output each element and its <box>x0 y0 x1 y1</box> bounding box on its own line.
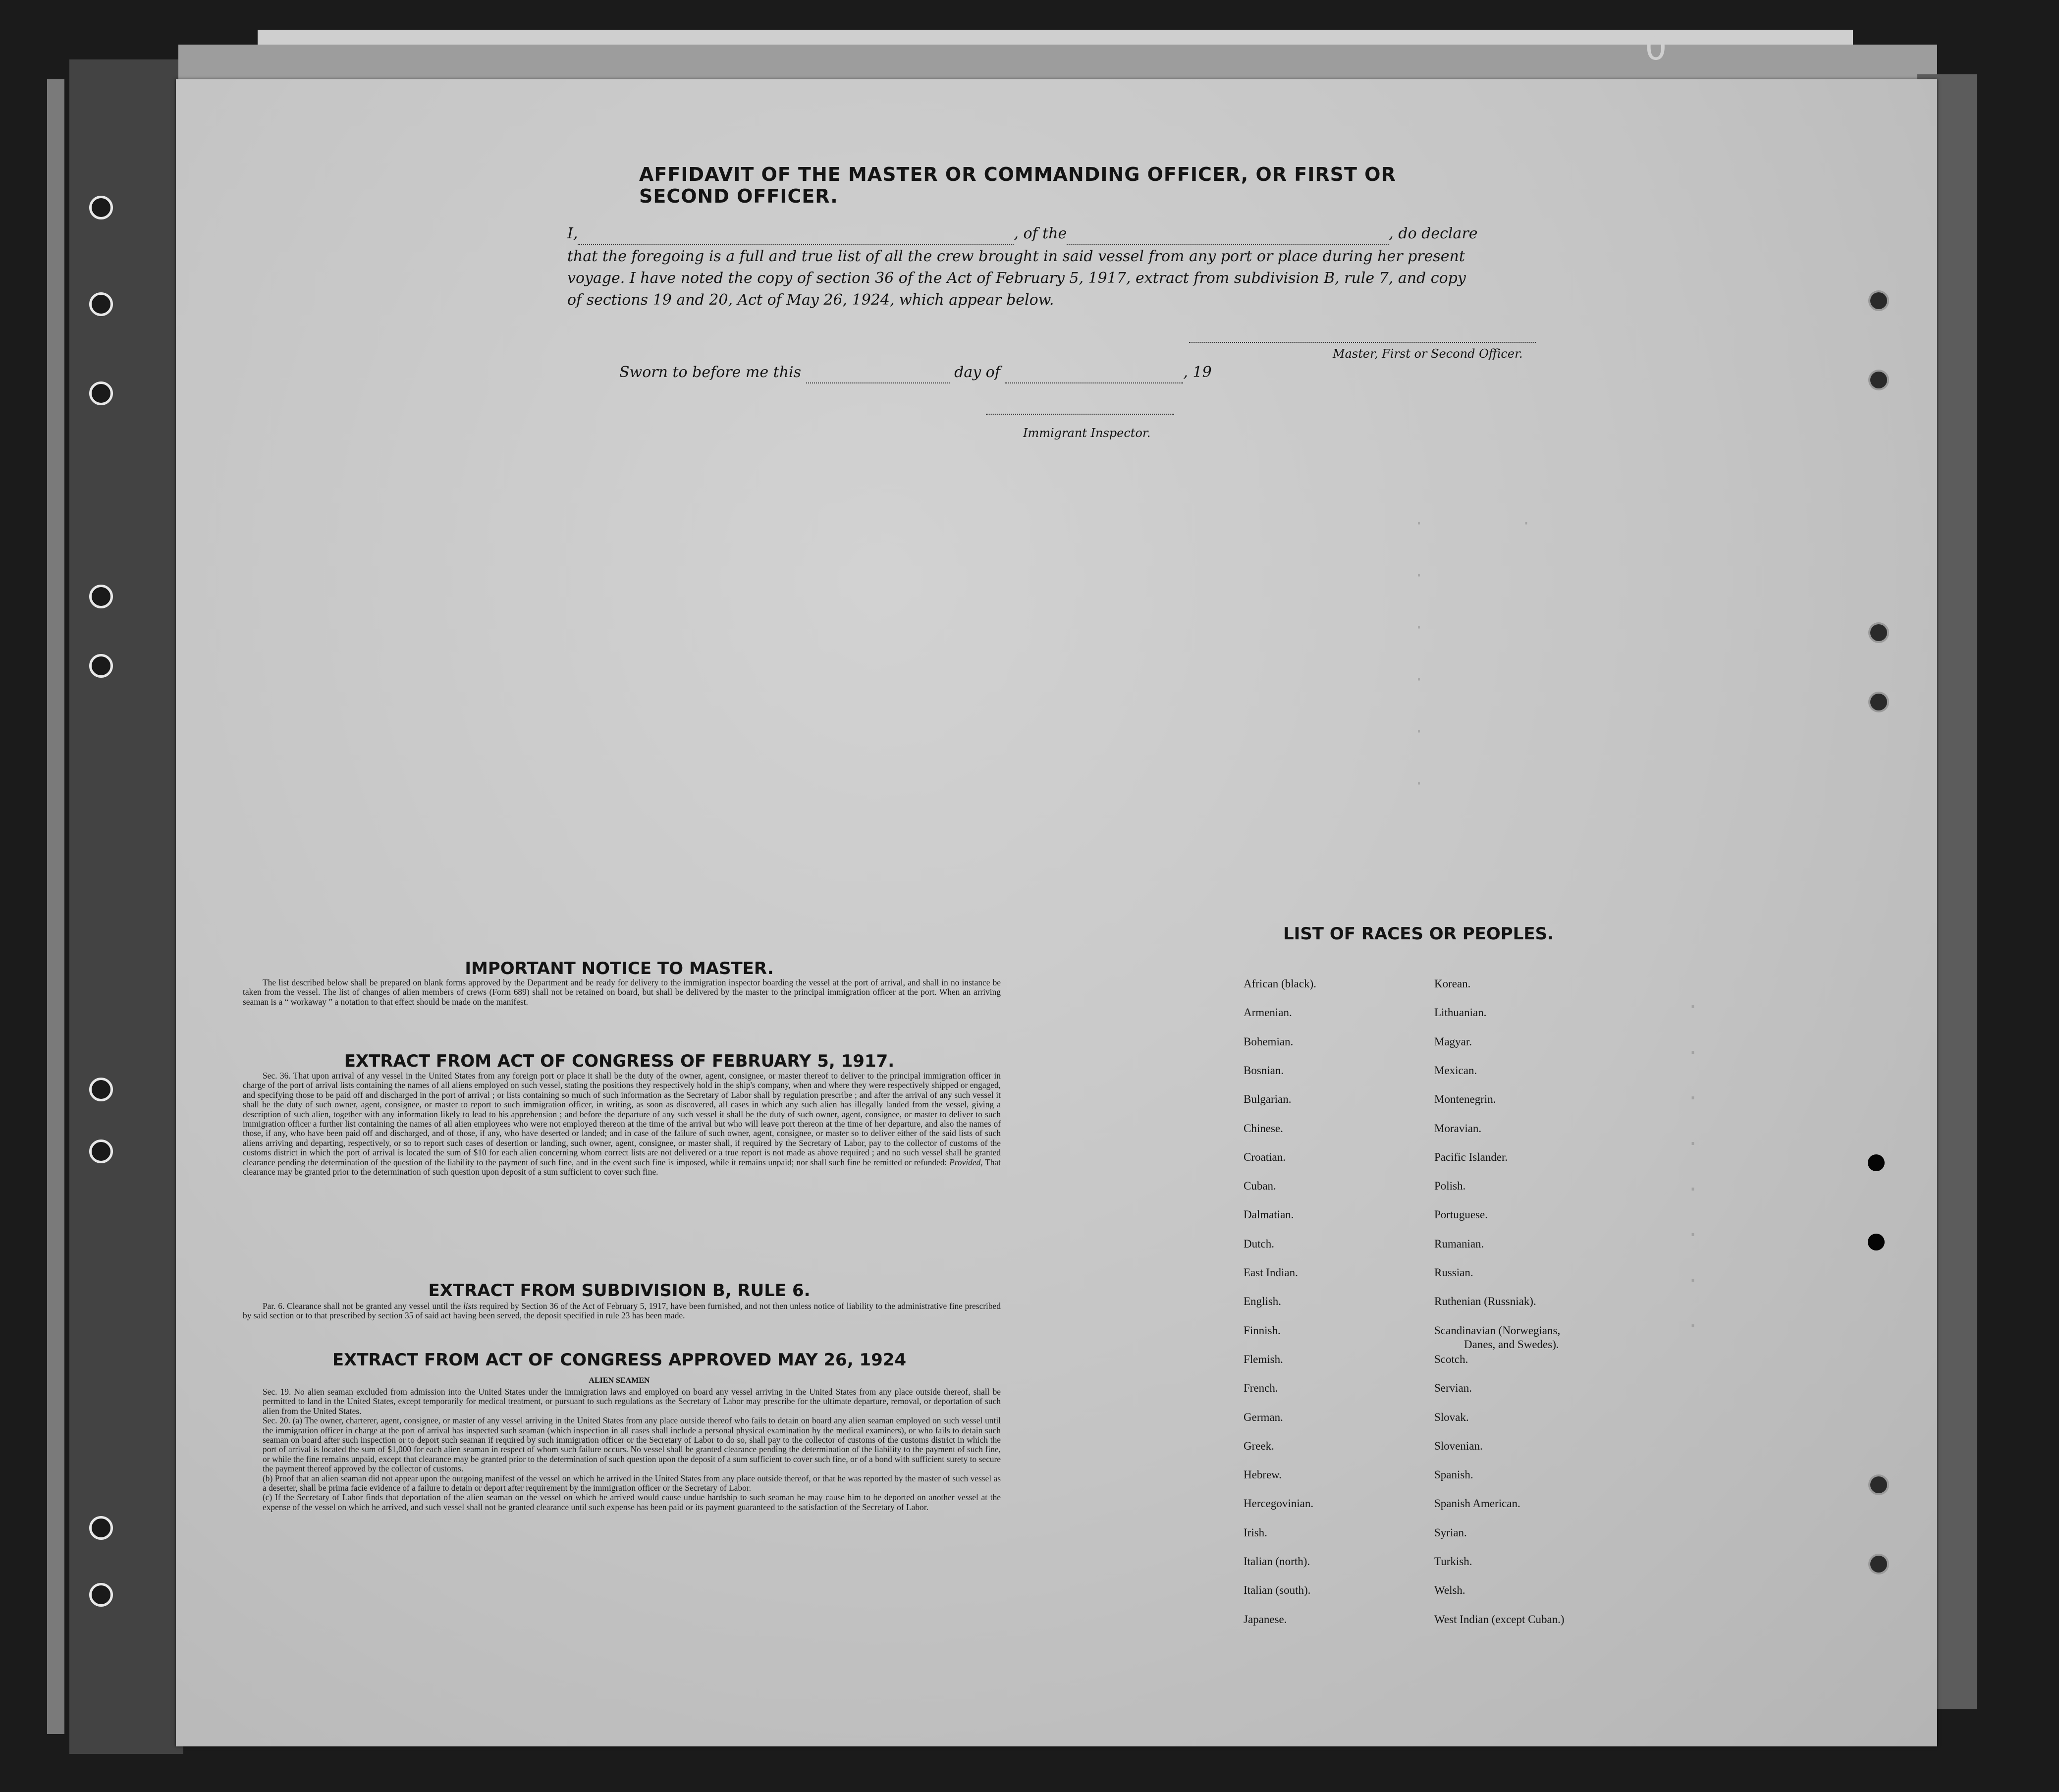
back-page-edge-far-left <box>47 79 64 1734</box>
year-prefix-label: , 19 <box>1183 364 1212 381</box>
race-item: Spanish. <box>1434 1468 1473 1481</box>
race-item: Lithuanian. <box>1434 1006 1487 1019</box>
binder-hole-3 <box>89 381 113 405</box>
affidavit-of-the-label: , of the <box>1014 225 1067 242</box>
affidavit-declare-label: , do declare <box>1389 225 1478 242</box>
race-item: Greek. <box>1244 1439 1274 1452</box>
vessel-name-blank[interactable] <box>1067 244 1389 245</box>
inspector-signature-label: Immigrant Inspector. <box>1023 426 1151 440</box>
extract-1917-body <box>243 1071 1001 1177</box>
binder-hole-9 <box>89 1583 113 1607</box>
right-punch-hole-5 <box>1868 1154 1885 1171</box>
race-item: Hercegovinian. <box>1244 1497 1314 1510</box>
race-item: Armenian. <box>1244 1006 1292 1019</box>
right-punch-hole-6 <box>1868 1234 1885 1250</box>
master-signature-label: Master, First or Second Officer. <box>1333 347 1523 361</box>
race-item: Scotch. <box>1434 1353 1468 1365</box>
alien-seamen-subtitle: ALIEN SEAMEN <box>589 1376 650 1385</box>
race-item: Welsh. <box>1434 1584 1465 1597</box>
race-item: African (black). <box>1244 977 1316 990</box>
race-item: Russian. <box>1434 1266 1473 1279</box>
bleed-through-column-b: · · · · · · · · <box>1687 996 1702 1338</box>
race-item: English. <box>1244 1295 1282 1308</box>
section-36-label: Sec. 36. <box>263 1071 291 1081</box>
race-item: Moravian. <box>1434 1122 1482 1135</box>
race-item: Bosnian. <box>1244 1064 1284 1077</box>
race-item: Polish. <box>1434 1180 1466 1193</box>
race-item: Montenegrin. <box>1434 1093 1496 1106</box>
inspector-signature-blank[interactable] <box>986 414 1174 415</box>
back-page-edge-left <box>69 59 183 1754</box>
master-signature-blank[interactable] <box>1189 342 1536 343</box>
binder-hole-4 <box>89 585 113 608</box>
race-item: Cuban. <box>1244 1180 1276 1193</box>
race-item: Scandinavian (Norwegians, <box>1434 1324 1561 1337</box>
race-item: Rumanian. <box>1434 1237 1484 1250</box>
affidavit-title: AFFIDAVIT OF THE MASTER OR COMMANDING OFFICER, OR FIRST OR SECOND OFFICER. <box>639 163 1396 207</box>
race-item: French. <box>1244 1382 1278 1395</box>
section-36-closing-text: That clearance may be granted prior to the determination of such question upon deposit of a sum sufficient to cover such fine. <box>243 1157 1001 1177</box>
par-6-text-b: required by Section 36 of the Act of February 5, 1917, have been furnished, and not then unless notice of liability to the administrative fine prescribed by said section or to that prescribed by section 35 of said act having been served, the deposit specified in rule 23 has been made. <box>243 1301 1001 1321</box>
par-6-text-a: Par. 6. Clearance shall not be granted any vessel until the <box>263 1301 461 1311</box>
sworn-label: Sworn to before me this <box>619 364 802 381</box>
affidavit-statement-line-2: that the foregoing is a full and true list of all the crew brought in said vessel from any port or place during her present <box>567 248 1465 265</box>
extract-1924-body <box>243 1387 1001 1512</box>
affidavit-statement-line-3: voyage. I have noted the copy of section 36 of the Act of February 5, 1917, extract from subdivision B, rule 7, and copy <box>567 270 1466 287</box>
race-item: East Indian. <box>1244 1266 1298 1279</box>
race-item: West Indian (except Cuban.) <box>1434 1613 1565 1626</box>
corner-pencil-mark: 0 <box>1645 27 1667 68</box>
race-item: Croatian. <box>1244 1150 1286 1163</box>
affidavit-declaration-line <box>567 223 1558 245</box>
section-20c-text: (c) If the Secretary of Labor finds that deportation of the alien seaman on the vessel on which he arrived would cause undue hardship to such seaman he may cause him to be deported on another vessel at the expense of the vessel on which he arrived, and such vessel shall not be granted clearance until such expense has been paid or its payment guaranteed to the satisfaction of the Secretary of Labor. <box>263 1492 1001 1512</box>
races-list-title: LIST OF RACES OR PEOPLES. <box>1283 924 1554 944</box>
race-item: Hebrew. <box>1244 1468 1282 1481</box>
race-item: Dutch. <box>1244 1237 1274 1250</box>
right-punch-hole-8 <box>1870 1556 1887 1573</box>
race-item: Slovak. <box>1434 1411 1469 1423</box>
binder-hole-2 <box>89 292 113 316</box>
binder-hole-6 <box>89 1078 113 1101</box>
race-item: Italian (south). <box>1244 1584 1311 1597</box>
section-36-text: That upon arrival of any vessel in the United States from any foreign port or place it shall be the duty of the owner, agent, consignee, or master thereof to deliver to the principal immigration officer in charge of the port of arrival lists containing the names of all aliens employed on such vessel, stating the positions they respectively hold in the ship's company, when and where they were respectively shipped or engaged, and specifying those to be paid off and discharged in the port of arrival ; or lists containing so much of such information as the Secretary of Labor shall by regulation prescribe ; and after the arrival of any such vessel it shall be the duty of such owner, agent, consignee, or master to report to such immigration officer, in writing, as soon as discovered, all cases in which any such alien has illegally landed from the vessel, giving a description of such alien, together with any information likely to lead to his apprehension ; and before the departure of any such vessel it shall be the duty of such owner, agent, consignee, or master to deliver to such immigration officer a further list containing the names of all alien employees who were not employed thereon at the time of the arrival but who will leave port thereon at the time of her departure, and also the names of those, if any, who have been paid off and discharged, and of those, if any, who have deserted or landed; and in case of the failure of such owner, agent, consignee, or master so to deliver either of the said lists of such aliens arriving and departing, respectively, or so to report such cases of desertion or landing, such owner, agent, consignee, or master shall, if required by the Secretary of Labor, pay to the collector of customs of the customs district in which the port of arrival is located the sum of $10 for each alien concerning whom correct lists are not delivered or a true report is not made as above required ; and no such vessel shall be granted clearance pending the determination of the question of the liability to the payment of such fine, and in the event such fine is imposed, while it remains unpaid; nor shall such fine be remitted or refunded: <box>243 1071 1001 1167</box>
binder-hole-1 <box>89 196 113 219</box>
race-item: Danes, and Swedes). <box>1464 1338 1559 1351</box>
extract-1917-title: EXTRACT FROM ACT OF CONGRESS OF FEBRUARY 5, 1917. <box>344 1051 895 1071</box>
notice-body-text: The list described below shall be prepared on blank forms approved by the Department and be ready for delivery to the immigration inspector boarding the vessel at the port of arrival, and shall in no instance be taken from the vessel. The list of changes of alien members of crews (Form 689) shall not be retained on board, but shall be delivered by the master to the principal immigration officer at the port. When an arriving seaman is a “ workaway ” a notation to that effect should be made on the manifest. <box>243 977 1001 1007</box>
section-19-text: Sec. 19. No alien seaman excluded from admission into the United States under the immigration laws and employed on board any vessel arriving in the United States from any place outside thereof, shall be permitted to land in the United States, except temporarily for medical treatment, or pursuant to such regulations as the Secretary of Labor may prescribe for the ultimate departure, removal, or deportation of such alien from the United States. <box>263 1387 1001 1416</box>
race-item: Italian (north). <box>1244 1555 1310 1568</box>
race-item: Irish. <box>1244 1526 1267 1539</box>
race-item: Chinese. <box>1244 1122 1283 1135</box>
race-item: Slovenian. <box>1434 1439 1483 1452</box>
race-item: Dalmatian. <box>1244 1208 1294 1221</box>
notice-body <box>243 978 1001 1007</box>
notice-title: IMPORTANT NOTICE TO MASTER. <box>465 959 774 978</box>
right-punch-hole-4 <box>1870 694 1887 710</box>
race-item: Bohemian. <box>1244 1035 1294 1048</box>
section-20a-text: Sec. 20. (a) The owner, charterer, agent, consignee, or master of any vessel arriving in the United States from any place outside thereof who fails to detain on board any alien seaman employed on such vessel until the immigration officer in charge at the port of arrival has inspected such seaman (which inspection in all cases shall include a personal physical examination by the medical examiners), or who fails to detain such seaman on board after such inspection or to deport such seaman if required by such immigration officer or the Secretary of Labor to do so, shall pay to the collector of customs of the customs district in which the port of arrival is located the sum of $1,000 for each alien seaman in respect of whom such failure occurs. No vessel shall be granted clearance pending the determination of the liability to the payment of such fine, or while the fine remains unpaid, except that clearance may be granted prior to the determination of such question upon the deposit of a sum sufficient to cover such fine, or of a bond with sufficient surety to secure the payment thereof approved by the collector of customs. <box>263 1415 1001 1474</box>
bleed-through-column-a: · · · · · · · <box>1414 515 1534 793</box>
race-item: German. <box>1244 1411 1283 1423</box>
binder-hole-7 <box>89 1140 113 1163</box>
master-name-blank[interactable] <box>578 244 1014 245</box>
right-punch-hole-2 <box>1870 372 1887 388</box>
right-punch-hole-1 <box>1870 292 1887 309</box>
sworn-line <box>619 362 1263 383</box>
race-item: Flemish. <box>1244 1353 1283 1365</box>
lists-word: lists <box>463 1301 477 1311</box>
sworn-day-blank[interactable] <box>806 382 950 383</box>
race-item: Spanish American. <box>1434 1497 1520 1510</box>
race-item: Mexican. <box>1434 1064 1477 1077</box>
extract-1924-title: EXTRACT FROM ACT OF CONGRESS APPROVED MAY 26, 1924 <box>332 1350 907 1370</box>
race-item: Servian. <box>1434 1382 1472 1395</box>
race-item: Finnish. <box>1244 1324 1281 1337</box>
race-item: Syrian. <box>1434 1526 1467 1539</box>
race-item: Turkish. <box>1434 1555 1472 1568</box>
race-item: Korean. <box>1434 977 1471 990</box>
race-item: Ruthenian (Russniak). <box>1434 1295 1536 1308</box>
binder-hole-5 <box>89 654 113 678</box>
race-item: Portuguese. <box>1434 1208 1488 1221</box>
day-of-label: day of <box>954 364 1000 381</box>
race-item: Pacific Islander. <box>1434 1150 1508 1163</box>
binder-hole-8 <box>89 1516 113 1540</box>
right-punch-hole-3 <box>1870 624 1887 641</box>
right-punch-hole-7 <box>1870 1476 1887 1493</box>
race-item: Magyar. <box>1434 1035 1472 1048</box>
affidavit-i-label: I, <box>567 225 578 242</box>
subdivision-b-title: EXTRACT FROM SUBDIVISION B, RULE 6. <box>428 1281 811 1301</box>
provided-label: Provided, <box>949 1157 983 1167</box>
race-item: Bulgarian. <box>1244 1093 1292 1106</box>
subdivision-b-body <box>243 1302 1001 1321</box>
sworn-month-blank[interactable] <box>1005 382 1183 383</box>
race-item: Japanese. <box>1244 1613 1287 1626</box>
section-20b-text: (b) Proof that an alien seaman did not appear upon the outgoing manifest of the vessel on which he arrived in the United States from any place outside thereof, or that he was reported by the master of such vessel as a deserter, shall be prima facie evidence of a failure to detain or deport after requirement by the immigration officer or the Secretary of Labor. <box>263 1473 1001 1493</box>
affidavit-statement-line-4: of sections 19 and 20, Act of May 26, 1924, which appear below. <box>567 291 1054 309</box>
